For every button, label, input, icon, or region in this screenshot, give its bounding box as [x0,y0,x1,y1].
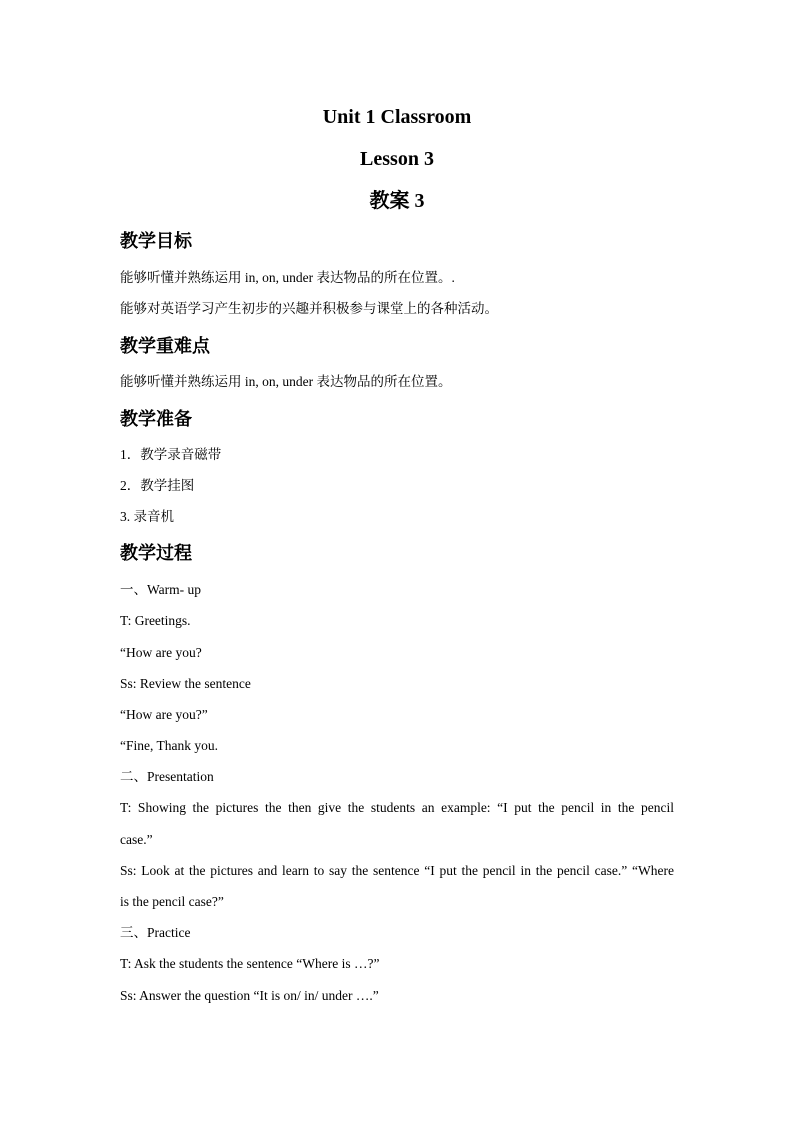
preparation-item: 2．教学挂图 [120,478,195,493]
process-step-title: 三、Practice [120,925,191,940]
unit-title: Unit 1 Classroom [322,106,472,128]
process-line: T: Greetings. [120,613,191,628]
key-points-line: 能够听懂并熟练运用 in, on, under 表达物品的所在位置。 [120,374,452,389]
lesson-title: Lesson 3 [360,148,434,170]
process-line: T: Ask the students the sentence “Where is …?” [120,956,380,971]
process-line: Ss: Look at the pictures and learn to say the sentence “I put the pencil in the pencil case.” “Where [120,863,674,878]
key-points-heading: 教学重难点 [120,336,210,356]
process-line: Ss: Answer the question “It is on/ in/ under ….” [120,988,379,1003]
process-line: Ss: Review the sentence [120,676,251,691]
process-line: is the pencil case?” [120,894,224,909]
process-step-title: 一、Warm- up [120,582,202,597]
preparation-item: 1．教学录音磁带 [120,447,222,462]
process-line: case.” [120,832,153,847]
preparation-heading: 教学准备 [120,409,192,429]
preparation-item: 3. 录音机 [120,509,174,524]
plan-title: 教案 3 [369,190,425,212]
process-heading: 教学过程 [120,543,192,563]
process-line: “How are you?” [120,707,208,722]
objectives-heading: 教学目标 [120,231,192,251]
process-step-title: 二、Presentation [120,769,214,784]
objectives-line: 能够听懂并熟练运用 in, on, under 表达物品的所在位置。. [120,270,455,285]
process-line: “How are you? [120,645,202,660]
process-line: T: Showing the pictures the then give the students an example: “I put the pencil in the pencil [120,800,674,815]
process-line: “Fine, Thank you. [120,738,218,753]
objectives-line: 能够对英语学习产生初步的兴趣并积极参与课堂上的各种活动。 [120,301,498,316]
